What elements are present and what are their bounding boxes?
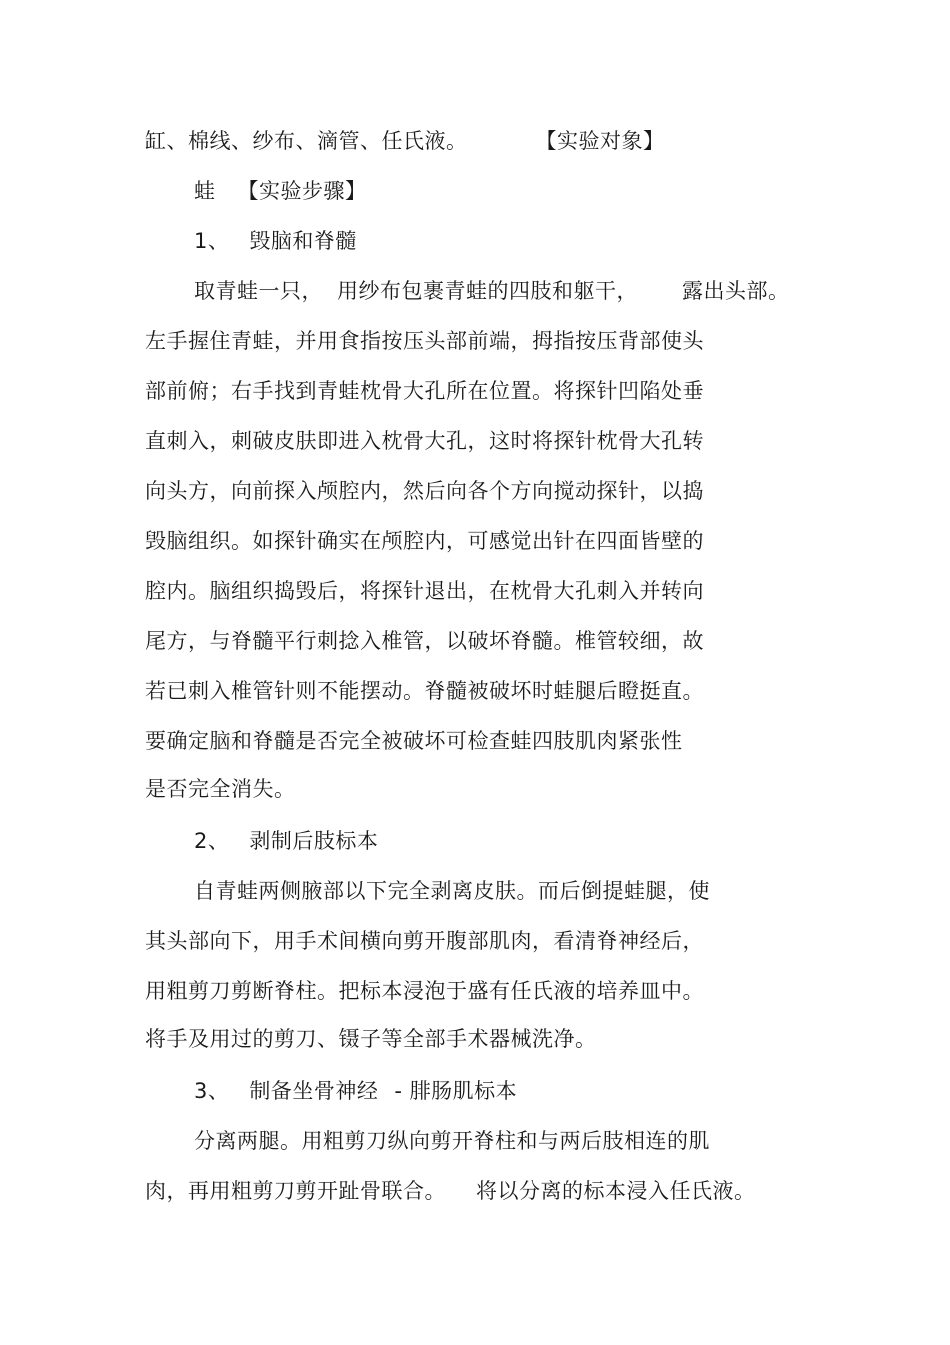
text-line-4	[194, 276, 790, 306]
text-line-7	[145, 426, 704, 456]
text-segment: 腔内。脑组织捣毁后，将探针退出，在枕骨大孔刺入并转向	[145, 579, 704, 603]
text-line-13	[145, 726, 683, 756]
section-heading: 【实验对象】	[535, 129, 665, 153]
text-segment: 缸、棉线、纱布、滴管、任氏液。	[145, 129, 468, 153]
step-number: 2、	[194, 829, 230, 853]
text-segment: 直刺入，刺破皮肤即进入枕骨大孔，这时将探针枕骨大孔转	[145, 429, 704, 453]
text-segment: 毁脑组织。如探针确实在颅腔内，可感觉出针在四面皆壁的	[145, 529, 704, 553]
text-line-6	[145, 376, 704, 406]
text-segment: 露出头部。	[682, 279, 790, 303]
step-title-suffix: - 腓肠肌标本	[394, 1079, 518, 1103]
text-line-9	[145, 526, 704, 556]
text-segment: 要确定脑和脊髓是否完全被破坏可检查蛙四肢肌肉紧张性	[145, 729, 683, 753]
text-segment: 尾方，与脊髓平行刺捻入椎管，以破坏脊髓。椎管较细，故	[145, 629, 704, 653]
step-heading-2	[194, 826, 378, 856]
text-line-19	[145, 1024, 597, 1054]
text-line-1	[145, 126, 665, 156]
text-segment: 自青蛙两侧腋部以下完全剥离皮肤。而后倒提蛙腿，使	[194, 879, 710, 903]
step-title: 制备坐骨神经	[249, 1079, 379, 1103]
text-line-11	[145, 626, 704, 656]
text-segment: 用纱布包裹青蛙的四肢和躯干，	[337, 279, 638, 303]
text-line-22	[145, 1176, 756, 1206]
text-line-12	[145, 676, 704, 706]
text-segment: 取青蛙一只，	[194, 279, 323, 303]
text-segment: 蛙	[194, 179, 216, 203]
text-segment: 将以分离的标本浸入任氏液。	[476, 1179, 756, 1203]
step-title: 剥制后肢标本	[249, 829, 379, 853]
text-line-21	[194, 1126, 710, 1156]
text-line-10	[145, 576, 704, 606]
text-segment: 用粗剪刀剪断脊柱。把标本浸泡于盛有任氏液的培养皿中。	[145, 979, 704, 1003]
section-heading: 【实验步骤】	[237, 179, 367, 203]
text-segment: 向头方，向前探入颅腔内，然后向各个方向搅动探针，以捣	[145, 479, 704, 503]
text-line-18	[145, 976, 704, 1006]
text-line-5	[145, 326, 704, 356]
step-heading-3	[194, 1076, 517, 1106]
text-segment: 其头部向下，用手术间横向剪开腹部肌肉，看清脊神经后，	[145, 929, 704, 953]
text-line-8	[145, 476, 704, 506]
text-line-16	[194, 876, 710, 906]
step-title: 毁脑和脊髓	[249, 229, 357, 253]
text-line-14	[145, 774, 296, 804]
step-number: 1、	[194, 229, 230, 253]
step-number: 3、	[194, 1079, 230, 1103]
text-line-17	[145, 926, 704, 956]
text-line-2	[194, 176, 367, 206]
text-segment: 部前俯；右手找到青蛙枕骨大孔所在位置。将探针凹陷处垂	[145, 379, 704, 403]
text-segment: 若已刺入椎管针则不能摆动。脊髓被破坏时蛙腿后瞪挺直。	[145, 679, 704, 703]
text-segment: 分离两腿。用粗剪刀纵向剪开脊柱和与两后肢相连的肌	[194, 1129, 710, 1153]
step-heading-1	[194, 226, 357, 256]
text-segment: 肉，再用粗剪刀剪开趾骨联合。	[145, 1179, 446, 1203]
text-segment: 是否完全消失。	[145, 777, 296, 801]
text-segment: 将手及用过的剪刀、镊子等全部手术器械洗净。	[145, 1027, 597, 1051]
text-segment: 左手握住青蛙，并用食指按压头部前端，拇指按压背部使头	[145, 329, 704, 353]
